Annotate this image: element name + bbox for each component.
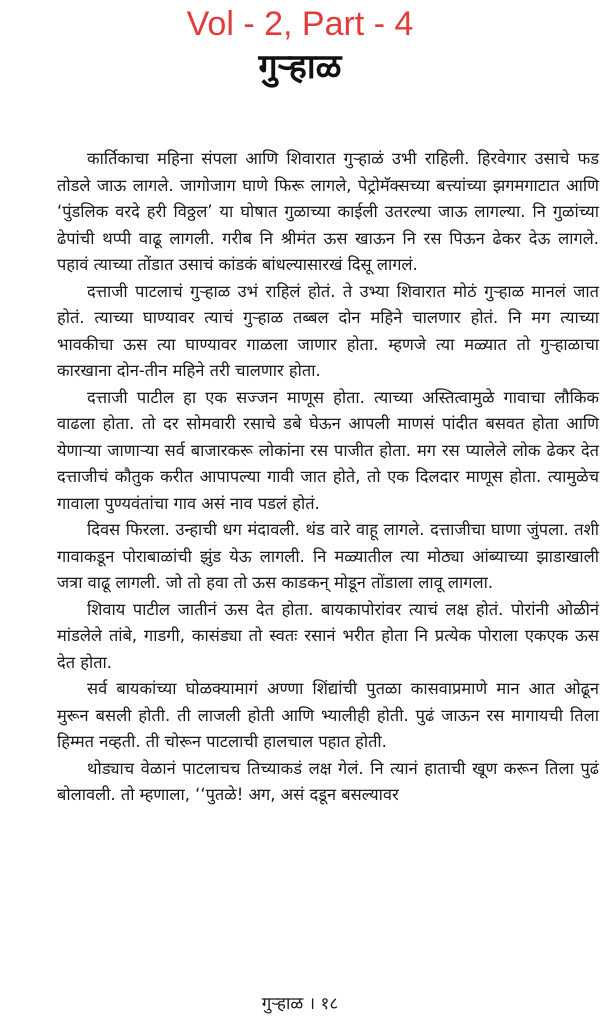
volume-label: Vol - 2, Part - 4: [186, 5, 414, 43]
paragraph: शिवाय पाटील जातीनं ऊस देत होता. बायकापोरांवर त्याचं लक्ष होतं. पोरांनी ओळीनं मांडलेले तांबे, गाडगी, कासंड्या तो स्वतः रसानं भरीत होता नि प्रत्येक पोराला एकएक ऊस देत होता.: [57, 599, 599, 672]
page-footer: गुऱ्हाळ । १८: [261, 994, 339, 1014]
paragraph: दिवस फिरला. उन्हाची धग मंदावली. थंड वारे वाहू लागले. दत्ताजीचा घाणा जुंपला. तशी गावाकडून पोराबाळांची झुंड येऊ लागली. नि मळ्यातील त्या मोठ्या आंब्याच्या झाडाखाली जत्रा वाढू लागली. जो तो हवा तो ऊस काडकन् मोडून तोंडाला लावू लागला.: [57, 520, 599, 592]
paragraph: कार्तिकाचा महिना संपला आणि शिवारात गुऱ्हाळं उभी राहिली. हिरवेगार उसाचे फड तोडले जाऊ लागले. जागोजाग घाणे फिरू लागले, पेट्रोमॅक्सच्या बत्त्यांच्या झगमगाटात आणि ‘पुंडलिक वरदे हरी विठ्ठल’ या घोषात गुळाच्या काईली उतरल्या जाऊ लागल्या. नि गुळांच्या ढेपांची थप्पी वाढू लागली. गरीब नि श्रीमंत ऊस खाऊन नि रस पिऊन ढेकर देऊ लागले. पहावं त्याच्या तोंडात उसाचं कांडकं बांधल्यासारखं दिसू लागलं.: [57, 149, 599, 274]
body-text: [57, 146, 599, 809]
paragraph: थोड्याच वेळानं पाटलाचच तिच्याकडं लक्ष गेलं. नि त्यानं हाताची खूण करून तिला पुढं बोलावली. तो म्हणाला, ‘‘पुतळे! अग, असं दडून बसल्यावर: [57, 758, 599, 804]
paragraph: दत्ताजी पाटील हा एक सज्जन माणूस होता. त्याच्या अस्तित्वामुळे गावाचा लौकिक वाढला होता. तो दर सोमवारी रसाचे डबे घेऊन आपली माणसं पांदीत बसवत होता आणि येणाऱ्या जाणाऱ्या सर्व बाजारकरू लोकांना रस पाजीत होता. मग रस प्यालेले लोक ढेकर देत दत्ताजीचं कौतुक करीत आपापल्या गावी जात होते, तो एक दिलदार माणूस होता. त्यामुळेच गावाला पुण्यवंतांचा गाव असं नाव पडलं होतं.: [57, 387, 599, 513]
paragraph: दत्ताजी पाटलाचं गुऱ्हाळ उभं राहिलं होतं. ते उभ्या शिवारात मोठं गुऱ्हाळ मानलं जात होतं. त्याच्या घाण्यावर त्याचं गुऱ्हाळ तब्बल दोन महिने चालणार होतं. नि मग त्याच्या भावकीचा ऊस त्या घाण्यावर गाळला जाणार होता. म्हणजे त्या मळ्यात तो गुऱ्हाळाचा कारखाना दोन-तीन महिने तरी चालणार होता.: [57, 281, 599, 380]
paragraph: सर्व बायकांच्या घोळक्यामागं अण्णा शिंद्यांची पुतळा कासवाप्रमाणे मान आत ओढून मुरून बसली होती. ती लाजली होती आणि भ्यालीही होती. पुढं जाऊन रस मागायची तिला हिम्मत नव्हती. ती चोरून पाटलाची हालचाल पहात होती.: [57, 679, 599, 751]
chapter-title: गुऱ्हाळ: [258, 47, 342, 87]
